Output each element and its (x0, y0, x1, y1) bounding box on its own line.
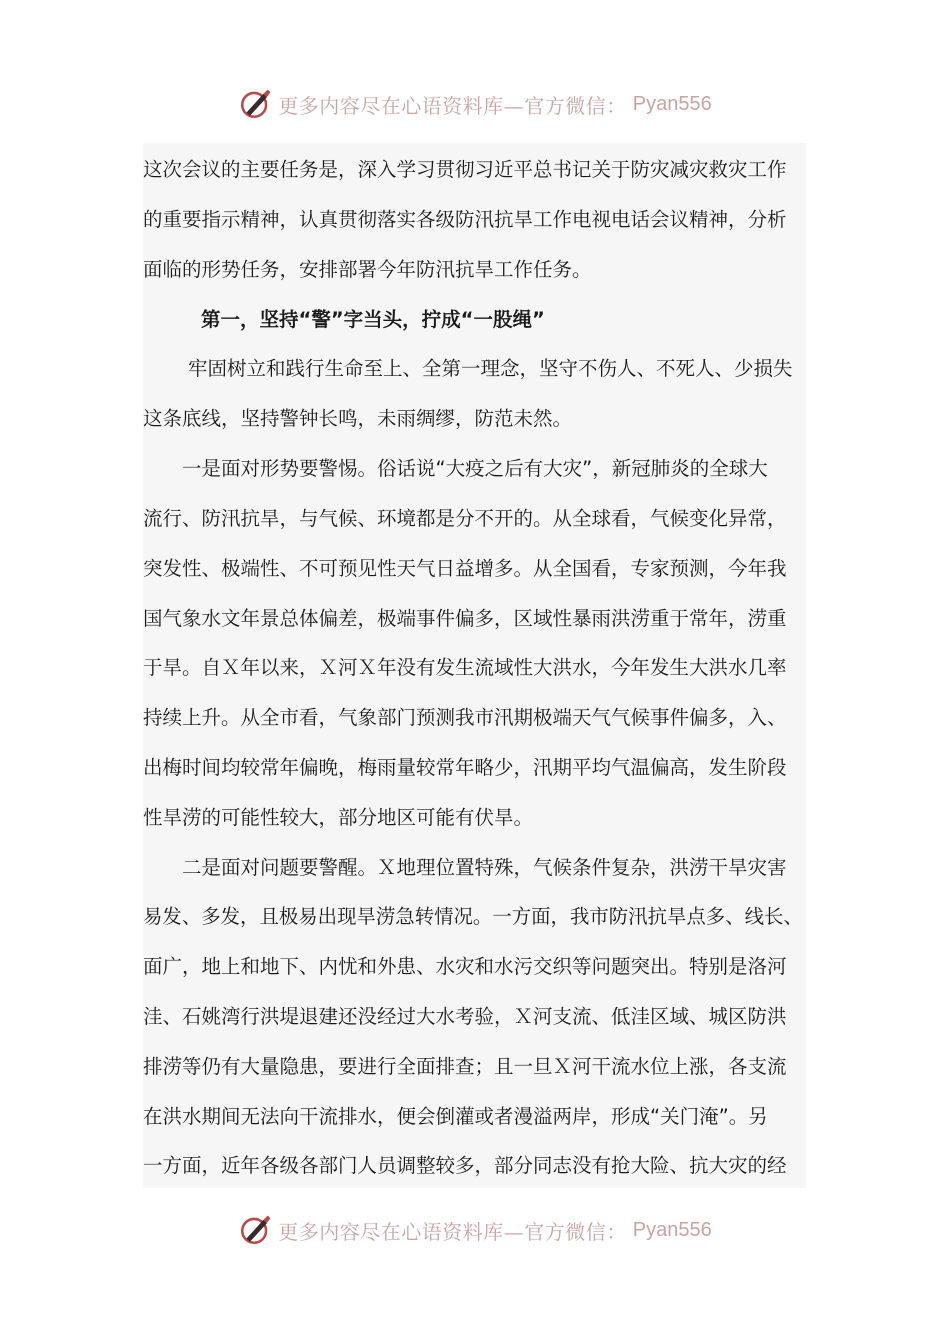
paragraph-line: 二是面对问题要警醒。Ｘ地理位置特殊，气候条件复杂，洪涝干旱灾害 (182, 856, 787, 879)
paragraph-line: 牢固树立和践行生命至上、全第一理念，坚守不伤人、不死人、少损失 (188, 357, 793, 380)
paragraph-line: 在洪水期间无法向干流排水，便会倒灌或者漫溢两岸，形成“关门淹”。另 (143, 1105, 768, 1128)
document-body (143, 143, 806, 1188)
paragraph-line: 这条底线，坚持警钟长鸣，未雨绸缪，防范未然。 (143, 407, 573, 430)
pen-logo-icon (238, 1213, 272, 1247)
paragraph-line: 一方面，近年各级各部门人员调整较多，部分同志没有抢大险、抗大灾的经 (143, 1154, 787, 1177)
paragraph-line: 这次会议的主要任务是，深入学习贯彻习近平总书记关于防灾减灾救灾工作 (143, 158, 787, 181)
paragraph-line: 突发性、极端性、不可预见性天气日益增多。从全国看，专家预测，今年我 (143, 557, 787, 580)
paragraph-line: 一是面对形势要警惕。俗话说“大疫之后有大灾”，新冠肺炎的全球大 (182, 457, 768, 480)
banner-content (238, 87, 711, 121)
paragraph-line: 排涝等仍有大量隐患，要进行全面排查；且一旦Ｘ河干流水位上涨，各支流 (143, 1055, 787, 1078)
footer-banner (0, 1210, 950, 1250)
wechat-id: Pyan556 (632, 1218, 712, 1241)
header-banner (0, 84, 950, 124)
paragraph-line: 面广，地上和地下、内忧和外患、水灾和水污交织等问题突出。特别是洛河 (143, 955, 787, 978)
section-heading: 第一，坚持“警”字当头，拧成“一股绳” (201, 308, 545, 331)
paragraph-line: 易发、多发，且极易出现旱涝急转情况。一方面，我市防汛抗旱点多、线长、 (143, 905, 803, 928)
wechat-id: Pyan556 (632, 92, 712, 115)
banner-content (238, 1213, 711, 1247)
paragraph-line: 面临的形势任务，安排部署今年防汛抗旱工作任务。 (143, 258, 592, 281)
paragraph-line: 性旱涝的可能性较大，部分地区可能有伏旱。 (143, 806, 534, 829)
paragraph-line: 持续上升。从全市看，气象部门预测我市汛期极端天气气候事件偏多，入、 (143, 706, 787, 729)
paragraph-line: 出梅时间均较常年偏晚，梅雨量较常年略少，汛期平均气温偏高，发生阶段 (143, 756, 787, 779)
paragraph-line: 流行、防汛抗旱，与气候、环境都是分不开的。从全球看，气候变化异常， (143, 507, 787, 530)
pen-logo-icon (238, 87, 272, 121)
banner-text: 更多内容尽在心语资料库—官方微信： (278, 1219, 627, 1244)
paragraph-line: 的重要指示精神，认真贯彻落实各级防汛抗旱工作电视电话会议精神，分析 (143, 208, 787, 231)
paragraph-line: 于旱。自Ｘ年以来，Ｘ河Ｘ年没有发生流域性大洪水，今年发生大洪水几率 (143, 656, 787, 679)
paragraph-line: 洼、石姚湾行洪堤退建还没经过大水考验，Ｘ河支流、低洼区域、城区防洪 (143, 1005, 787, 1028)
paragraph-line: 国气象水文年景总体偏差，极端事件偏多，区域性暴雨洪涝重于常年，涝重 (143, 607, 787, 630)
banner-text: 更多内容尽在心语资料库—官方微信： (278, 93, 627, 118)
